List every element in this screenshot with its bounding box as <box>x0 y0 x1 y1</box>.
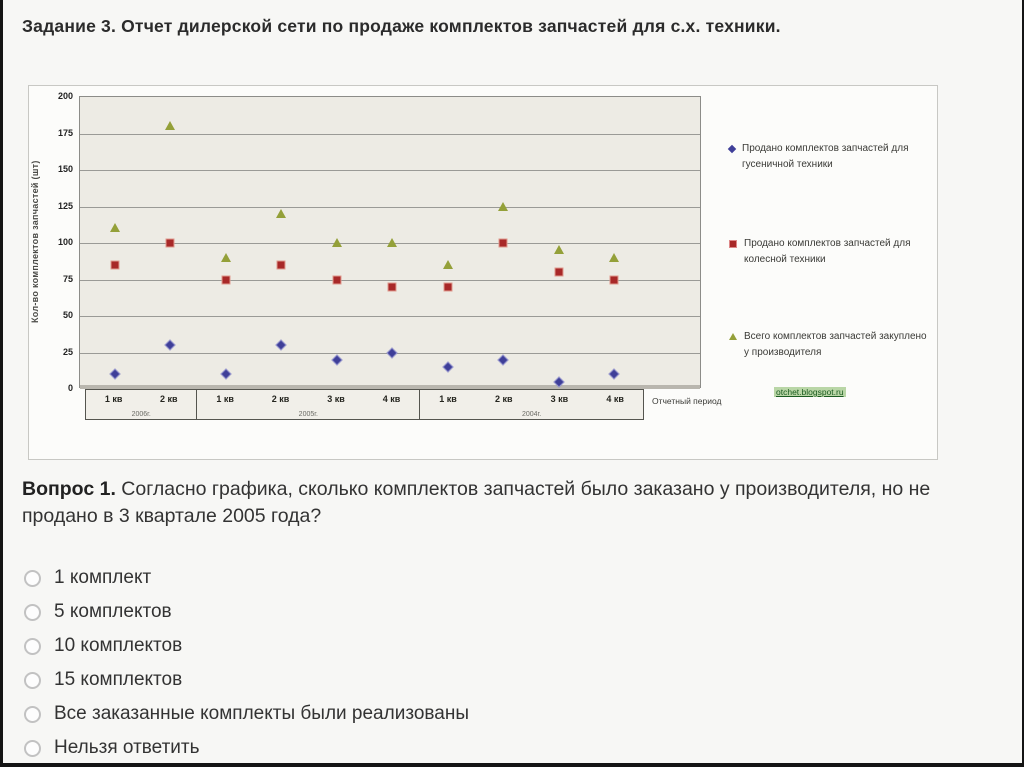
data-point-diamond <box>442 361 453 372</box>
data-point-square <box>332 275 341 284</box>
plot-area <box>79 96 701 388</box>
data-point-square <box>554 268 563 277</box>
legend-label: Продано комплектов запчастей для колесной техники <box>744 238 911 265</box>
left-frame-edge <box>0 0 3 767</box>
question-body: Согласно графика, сколько комплектов запчастей было заказано у производителя, но не продано в 3 квартале 2005 года? <box>22 478 931 527</box>
data-point-square <box>388 282 397 291</box>
x-tick-label: 4 кв <box>382 394 401 404</box>
data-point-triangle <box>609 253 619 262</box>
gridline <box>80 170 700 171</box>
data-point-triangle <box>110 223 120 232</box>
x-tick-label: 1 кв <box>439 394 457 404</box>
answer-option-5[interactable] <box>24 697 984 731</box>
y-tick-label: 100 <box>57 237 73 247</box>
year-label: 2004г. <box>521 411 542 418</box>
data-point-diamond <box>109 369 120 380</box>
y-tick-label: 200 <box>57 91 73 101</box>
data-point-triangle <box>387 238 397 247</box>
x-tick-label: 3 кв <box>550 394 569 404</box>
x-tick-label: 1 кв <box>104 394 123 404</box>
y-axis-title: Кол-во комплектов запчастей (шт) <box>30 160 40 324</box>
chart-panel <box>28 85 938 460</box>
y-tick-label: 25 <box>62 346 73 357</box>
data-point-triangle <box>498 202 508 211</box>
legend-item-tracked-sold <box>729 141 929 172</box>
data-point-diamond <box>498 354 509 365</box>
x-axis-box <box>85 389 644 420</box>
data-point-square <box>610 275 619 284</box>
data-point-square <box>166 239 175 248</box>
option-label: 15 комплектов <box>54 669 183 690</box>
data-point-diamond <box>165 340 176 351</box>
answer-option-3[interactable] <box>24 629 984 663</box>
option-label: Все заказанные комплекты были реализованы <box>54 703 469 724</box>
radio-button[interactable] <box>24 740 41 757</box>
y-tick-label: 0 <box>67 383 73 393</box>
bottom-frame-edge <box>0 763 1024 767</box>
y-tick-label: 50 <box>62 310 73 320</box>
answer-option-1[interactable] <box>24 561 984 595</box>
gridline <box>80 280 700 281</box>
data-point-diamond <box>220 369 231 380</box>
data-point-diamond <box>276 340 287 351</box>
blue-diamond-icon <box>728 145 736 153</box>
answer-option-2[interactable] <box>24 595 984 629</box>
data-point-square <box>277 260 286 269</box>
data-point-square <box>221 275 230 284</box>
watermark-link[interactable]: otchet.blogspot.ru <box>776 387 844 397</box>
data-point-triangle <box>443 260 453 269</box>
y-tick-label: 75 <box>62 273 73 284</box>
legend-label: Продано комплектов запчастей для гусеничной техники <box>742 143 909 170</box>
data-point-triangle <box>276 209 286 218</box>
legend-item-total-purchased <box>729 329 929 360</box>
x-tick-label: 2 кв <box>271 394 290 404</box>
radio-button[interactable] <box>24 672 41 689</box>
gridline <box>80 207 700 208</box>
option-label: 1 комплект <box>54 567 152 588</box>
year-label: 2005г. <box>298 411 318 418</box>
data-point-triangle <box>332 238 342 247</box>
option-label: 5 комплектов <box>54 601 172 622</box>
radio-button[interactable] <box>24 706 41 723</box>
radio-button[interactable] <box>24 604 41 621</box>
x-tick-label: 3 кв <box>327 394 345 404</box>
x-tick-label: 2 кв <box>494 394 513 404</box>
x-axis-year-group <box>86 390 197 419</box>
x-axis-year-group <box>197 390 420 419</box>
radio-button[interactable] <box>24 638 41 655</box>
data-point-diamond <box>331 354 342 365</box>
data-point-triangle <box>221 253 231 262</box>
page-title: Задание 3. Отчет дилерской сети по продаже комплектов запчастей для с.х. техники. <box>22 16 781 36</box>
green-triangle-icon <box>729 333 737 340</box>
x-axis-year-group <box>420 390 643 419</box>
question-text <box>22 476 967 530</box>
option-label: 10 комплектов <box>54 635 183 656</box>
data-point-diamond <box>387 347 398 358</box>
red-square-icon <box>729 240 737 248</box>
data-point-diamond <box>609 369 620 380</box>
data-point-triangle <box>554 245 564 254</box>
x-tick-label: 1 кв <box>216 394 234 404</box>
legend-item-wheeled-sold <box>729 236 929 267</box>
option-label: Нельзя ответить <box>54 737 200 758</box>
answer-options <box>24 561 984 765</box>
year-label: 2006г. <box>131 411 151 418</box>
radio-button[interactable] <box>24 570 41 587</box>
answer-option-4[interactable] <box>24 663 984 697</box>
y-tick-label: 125 <box>57 200 73 211</box>
legend-label: Всего комплектов запчастей закуплено у производителя <box>744 331 927 358</box>
x-tick-label: 2 кв <box>160 394 178 404</box>
gridline <box>80 134 700 135</box>
data-point-square <box>110 260 119 269</box>
x-tick-label: 4 кв <box>606 394 624 404</box>
answer-option-6[interactable] <box>24 731 984 765</box>
question-number: Вопрос 1. <box>22 478 116 500</box>
gridline <box>80 316 700 317</box>
y-tick-label: 150 <box>57 164 73 174</box>
data-point-triangle <box>165 121 175 130</box>
data-point-square <box>499 239 508 248</box>
y-tick-label: 175 <box>57 127 73 138</box>
data-point-square <box>443 282 452 291</box>
y-axis-ticks <box>47 91 75 393</box>
x-axis-title: Отчетный период <box>652 396 722 406</box>
